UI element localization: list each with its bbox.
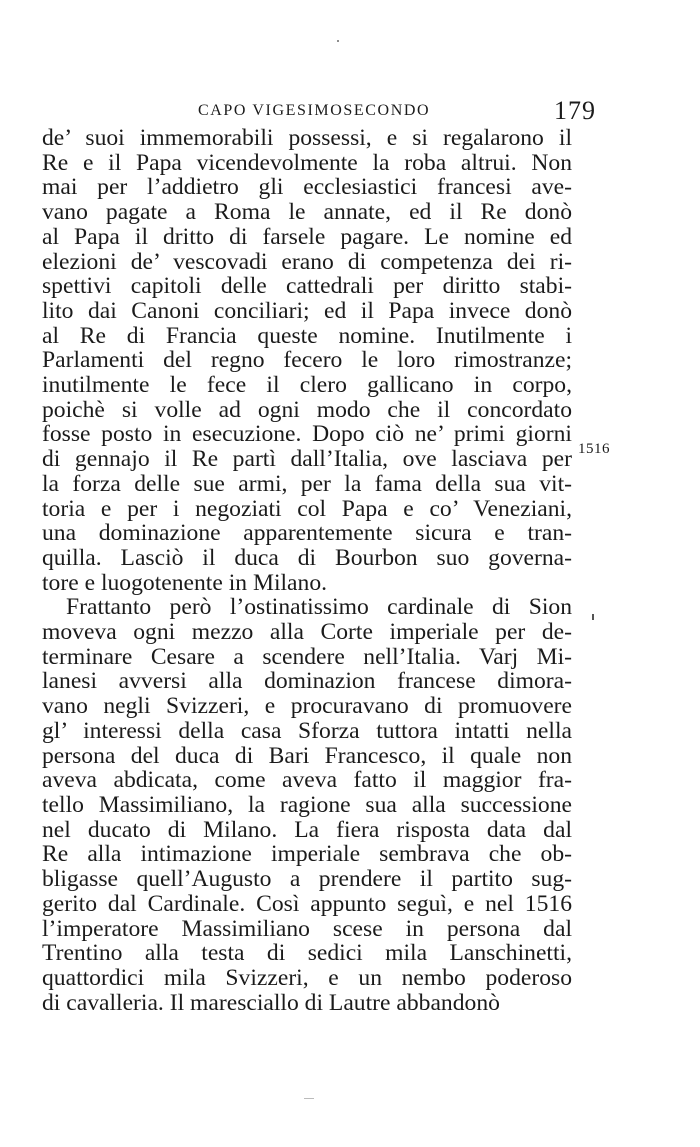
body-text: [42, 126, 572, 1015]
text-line: persona del duca di Bari Francesco, il quale non: [42, 742, 572, 769]
text-line: al Re di Francia queste nomine. Inutilmente i: [42, 322, 572, 349]
page-number: 179: [554, 96, 596, 125]
text-line: lanesi avversi alla dominazion francese dimora-: [42, 668, 572, 695]
text-line: bligasse quell’Augusto a prendere il partito sug-: [42, 866, 572, 893]
margin-mark: [592, 614, 594, 620]
text-line: quilla. Lasciò il duca di Bourbon suo governa-: [42, 544, 572, 571]
text-line: tello Massimiliano, la ragione sua alla successione: [42, 791, 572, 818]
text-line: lito dai Canoni conciliari; ed il Papa invece donò: [42, 297, 572, 324]
text-line: aveva abdicata, come aveva fatto il maggior fra-: [42, 767, 572, 794]
text-line: de’ suoi immemorabili possessi, e si regalarono il: [42, 125, 572, 151]
text-line: inutilmente le fece il clero gallicano in corpo,: [42, 372, 572, 399]
text-line: elezioni de’ vescovadi erano di competenza dei ri-: [42, 248, 572, 275]
text-line: l’imperatore Massimiliano scese in persona dal: [42, 915, 572, 942]
text-line: spettivi capitoli delle cattedrali per diritto stabi-: [42, 273, 572, 300]
text-line: Frattanto però l’ostinatissimo cardinale di Sion: [66, 594, 572, 621]
chapter-title: CAPO VIGESIMOSECONDO: [198, 102, 431, 119]
text-line: mai per l’addietro gli ecclesiastici francesi ave-: [42, 174, 572, 201]
text-line: Re e il Papa vicendevolmente la roba altrui. Non: [42, 149, 572, 176]
text-line: vano pagate a Roma le annate, ed il Re donò: [42, 199, 572, 226]
text-line: Trentino alla testa di sedici mila Lanschinetti,: [42, 940, 572, 967]
text-line: toria e per i negoziati col Papa e co’ Veneziani,: [42, 495, 572, 522]
text-line: Re alla intimazione imperiale sembrava che ob-: [42, 841, 572, 868]
text-line: poichè si volle ad ogni modo che il concordato: [42, 396, 572, 423]
text-line: terminare Cesare a scendere nell’Italia. Varj Mi-: [42, 643, 572, 670]
text-line: la forza delle sue armi, per la fama della sua vit-: [42, 470, 572, 497]
text-line: di gennajo il Re partì dall’Italia, ove lasciava per: [42, 446, 572, 473]
text-line: una dominazione apparentemente sicura e tran-: [42, 520, 572, 547]
paragraph-1: [42, 126, 572, 595]
text-line: gl’ interessi della casa Sforza tuttora intatti nella: [42, 717, 572, 744]
text-line: moveva ogni mezzo alla Corte imperiale per de-: [42, 619, 572, 646]
paper-speck: [337, 40, 339, 42]
text-line: Parlamenti del regno fecero le loro rimostranze;: [42, 347, 572, 374]
text-line: nel ducato di Milano. La fiera risposta data dal: [42, 816, 572, 843]
text-line: al Papa il dritto di farsele pagare. Le nomine ed: [42, 223, 572, 250]
text-line: gerito dal Cardinale. Così appunto seguì, e nel 1516: [42, 890, 572, 917]
text-line: fosse posto in esecuzione. Dopo ciò ne’ primi giorni: [42, 421, 572, 448]
text-line: tore e luogotenente in Milano.: [42, 569, 328, 596]
text-line: di cavalleria. Il maresciallo di Lautre abbandonò: [42, 989, 500, 1016]
footer-rule: [304, 1098, 314, 1099]
text-line: vano negli Svizzeri, e procuravano di promuovere: [42, 693, 572, 720]
text-line: quattordici mila Svizzeri, e un nembo poderoso: [42, 964, 572, 991]
margin-year-note: 1516: [578, 441, 610, 457]
paragraph-2: [42, 595, 572, 1015]
